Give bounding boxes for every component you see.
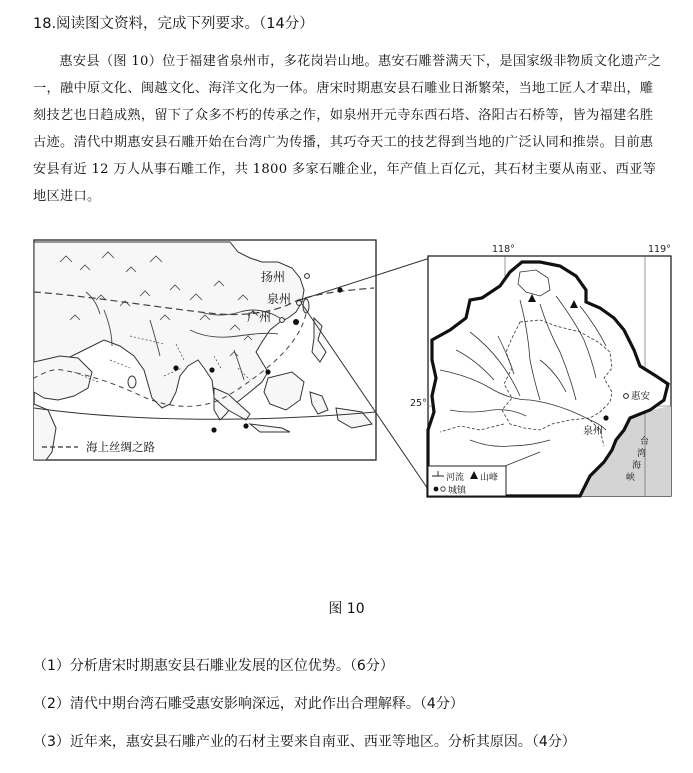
legend-silk-road: 海上丝绸之路 — [86, 440, 155, 454]
label-guangzhou: 广州 — [247, 310, 272, 324]
label-huian: 惠安 — [631, 391, 651, 402]
right-map — [410, 244, 671, 496]
label-yangzhou: 扬州 — [261, 270, 286, 284]
lon-label-119: 119° — [648, 244, 671, 255]
label-strait-2: 湾 — [637, 449, 647, 459]
legend-river: 河流 — [446, 473, 465, 483]
label-strait-4: 峡 — [626, 473, 636, 483]
subquestion-2: （2）清代中期台湾石雕受惠安影响深远，对此作出合理解释。（4分） — [33, 696, 464, 712]
label-strait-1: 台 — [640, 437, 650, 447]
lon-label-118: 118° — [492, 244, 515, 255]
subquestion-1: （1）分析唐宋时期惠安县石雕业发展的区位优势。（6分） — [33, 658, 394, 674]
legend-peak: 山峰 — [480, 473, 499, 483]
figure-caption: 图 10 — [328, 601, 365, 617]
legend-town: 城镇 — [448, 486, 467, 496]
label-strait-3: 海 — [632, 461, 642, 471]
label-quanzhou-right: 泉州 — [583, 426, 603, 437]
lat-label-25: 25° — [410, 398, 427, 409]
label-quanzhou-left: 泉州 — [267, 292, 292, 306]
subquestion-3: （3）近年来，惠安县石雕产业的石材主要来自南亚、西亚等地区。分析其原因。（4分） — [33, 734, 576, 750]
question-paragraph: 惠安县（图 10）位于福建省泉州市，多花岗岩山地。惠安石雕誉满天下，是国家级非物质文化遗产之一，融中原文化、闽越文化、海洋文化为一体。唐宋时期惠安县石雕业日渐繁荣，当地工匠人才辈出，雕刻技艺也日趋成熟，留下了众多不朽的传承之作，如泉州开元寺东西石塔、洛阳古石桥等，皆为福建名胜古迹。清代中期惠安县石雕开始在台湾广为传播，其巧夺天工的技艺得到当地的广泛认同和推崇。目前惠安县有近 12 万人从事石雕工作，共 1800 多家石雕企业，年产值上百亿元，其石材主要从南亚、西亚等地区进口。 — [33, 54, 662, 204]
question-title: 18.阅读图文资料，完成下列要求。（14分） — [33, 16, 314, 32]
left-map — [34, 240, 376, 460]
